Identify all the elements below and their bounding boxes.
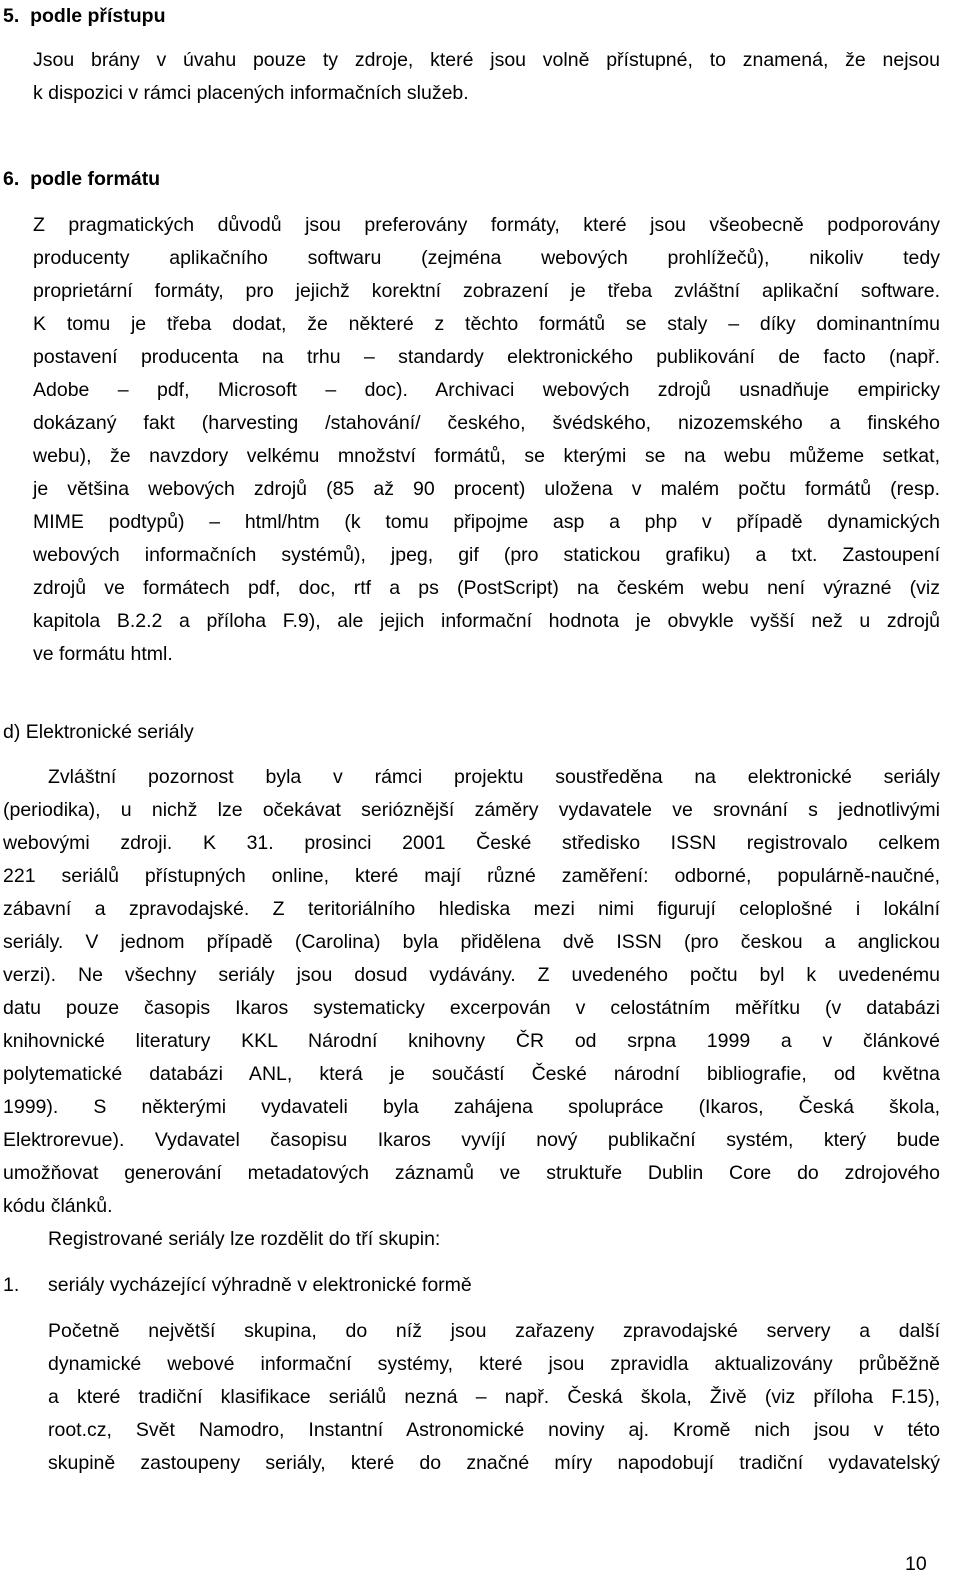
paragraph-line: dokázaný fakt (harvesting /stahování/ českého, švédského, nizozemského a finského: [33, 412, 940, 434]
list-item-paragraph: [48, 1315, 940, 1480]
paragraph-line: (periodika), u nichž lze očekávat serióznější záměry vydavatele ve srovnání s jednotlivými: [3, 799, 940, 821]
section-6-heading: 6. podle formátu: [3, 168, 161, 190]
groups-intro: Registrované seriály lze rozdělit do tří skupin:: [48, 1228, 441, 1250]
page-number: 10: [905, 1553, 927, 1575]
paragraph-line: Početně největší skupina, do níž jsou zařazeny zpravodajské servery a další: [48, 1320, 940, 1342]
list-item-label: seriály vycházející výhradně v elektronické formě: [48, 1274, 472, 1296]
paragraph-line: postavení producenta na trhu – standardy elektronického publikování de facto (např.: [33, 346, 940, 368]
paragraph-line: MIME podtypů) – html/htm (k tomu připojme asp a php v případě dynamických: [33, 511, 940, 533]
paragraph-line: umožňovat generování metadatových záznamů ve struktuře Dublin Core do zdrojového: [3, 1162, 940, 1184]
paragraph-line: zdrojů ve formátech pdf, doc, rtf a ps (PostScript) na českém webu není výrazné (viz: [33, 577, 940, 599]
paragraph-line: zábavní a zpravodajské. Z teritoriálního hlediska mezi nimi figurují celoplošné i lokální: [3, 898, 940, 920]
section-5-paragraph: [33, 44, 940, 110]
paragraph-line: webu), že navzdory velkému množství formátů, se kterými se na webu můžeme setkat,: [33, 445, 940, 467]
section-6-paragraph: [33, 209, 940, 671]
paragraph-line: K tomu je třeba dodat, že některé z těchto formátů se staly – díky dominantnímu: [33, 313, 940, 335]
paragraph-line: Adobe – pdf, Microsoft – doc). Archivaci webových zdrojů usnadňuje empiricky: [33, 379, 940, 401]
section-5-heading: 5. podle přístupu: [3, 5, 166, 27]
paragraph-line: verzi). Ne všechny seriály jsou dosud vydávány. Z uvedeného počtu byl k uvedenému: [3, 964, 940, 986]
paragraph-line: Z pragmatických důvodů jsou preferovány formáty, které jsou všeobecně podporovány: [33, 214, 940, 236]
paragraph-line: je většina webových zdrojů (85 až 90 procent) uložena v malém počtu formátů (resp.: [33, 478, 940, 500]
paragraph-line: a které tradiční klasifikace seriálů nezná – např. Česká škola, Živě (viz příloha F.15),: [48, 1386, 940, 1408]
paragraph-line: producenty aplikačního softwaru (zejména webových prohlížečů), nikoliv tedy: [33, 247, 940, 269]
paragraph-line: datu pouze časopis Ikaros systematicky excerpován v celostátním měřítku (v databázi: [3, 997, 940, 1019]
paragraph-line: root.cz, Svět Namodro, Instantní Astronomické noviny aj. Kromě nich jsou v této: [48, 1419, 940, 1441]
paragraph-line: 221 seriálů přístupných online, které mají různé zaměření: odborné, populárně-naučné,: [3, 865, 940, 887]
paragraph-line: 1999). S některými vydavateli byla zahájena spolupráce (Ikaros, Česká škola,: [3, 1096, 940, 1118]
paragraph-line: seriály. V jednom případě (Carolina) byla přidělena dvě ISSN (pro českou a anglickou: [3, 931, 940, 953]
section-d-heading: d) Elektronické seriály: [3, 721, 194, 743]
list-item-number: 1.: [3, 1274, 20, 1296]
paragraph-line: skupině zastoupeny seriály, které do značné míry napodobují tradiční vydavatelský: [48, 1452, 940, 1474]
paragraph-line: ve formátu html.: [33, 643, 173, 665]
paragraph-line: Elektrorevue). Vydavatel časopisu Ikaros vyvíjí nový publikační systém, který bude: [3, 1129, 940, 1151]
paragraph-line: proprietární formáty, pro jejichž korektní zobrazení je třeba zvláštní aplikační software.: [33, 280, 940, 302]
paragraph-line: Zvláštní pozornost byla v rámci projektu soustředěna na elektronické seriály: [48, 766, 940, 788]
paragraph-line: webových informačních systémů), jpeg, gif (pro statickou grafiku) a txt. Zastoupení: [33, 544, 940, 566]
paragraph-line: kapitola B.2.2 a příloha F.9), ale jejich informační hodnota je obvykle vyšší než u zdrojů: [33, 610, 940, 632]
section-d-paragraph: [3, 761, 940, 1223]
paragraph-line: polytematické databázi ANL, která je součástí České národní bibliografie, od května: [3, 1063, 940, 1085]
paragraph-line: webovými zdroji. K 31. prosinci 2001 České středisko ISSN registrovalo celkem: [3, 832, 940, 854]
paragraph-line: Jsou brány v úvahu pouze ty zdroje, které jsou volně přístupné, to znamená, že nejsou: [33, 49, 940, 71]
paragraph-line: k dispozici v rámci placených informačních služeb.: [33, 82, 469, 104]
paragraph-line: kódu článků.: [3, 1195, 113, 1217]
paragraph-line: dynamické webové informační systémy, které jsou zpravidla aktualizovány průběžně: [48, 1353, 940, 1375]
paragraph-line: knihovnické literatury KKL Národní knihovny ČR od srpna 1999 a v článkové: [3, 1030, 940, 1052]
